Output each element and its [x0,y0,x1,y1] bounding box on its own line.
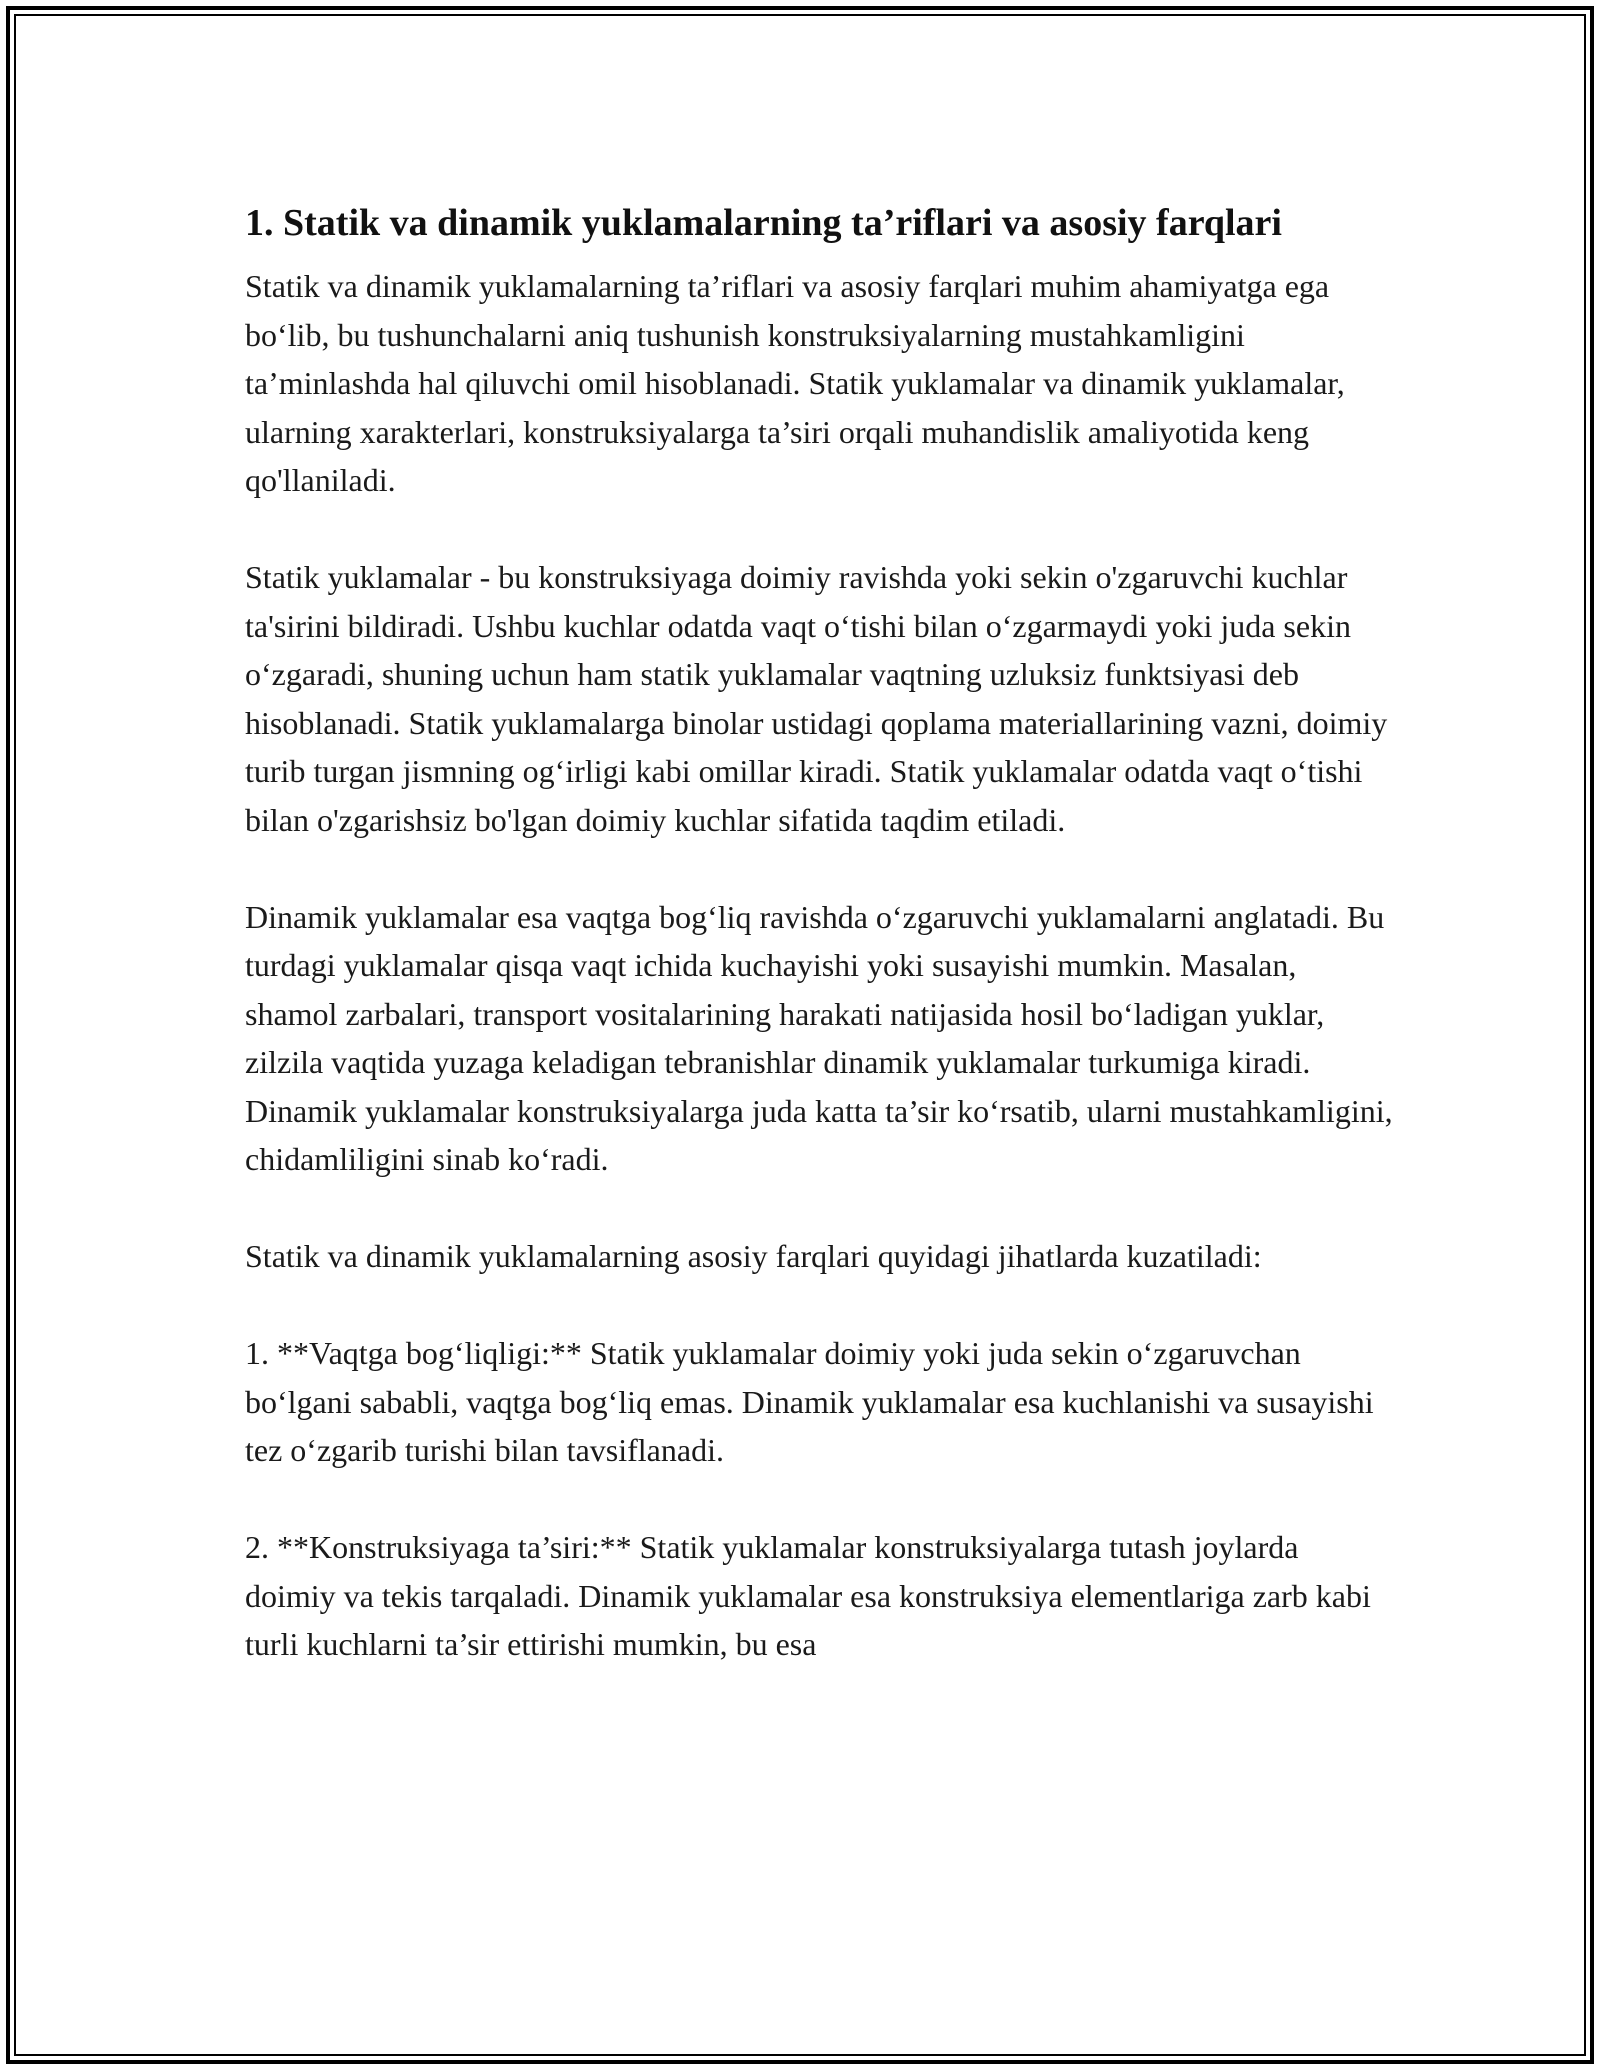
list-item-structural-effect: 2. **Konstruksiyaga ta’siri:** Statik yuklamalar konstruksiyalarga tutash joylarda doimiy va tekis tarqaladi. Dinamik yuklamalar esa konstruksiya elementlariga zarb kabi turli kuchlarni ta’sir ettirishi mumkin, bu esa [245,1529,1371,1662]
paragraph-static-loads: Statik yuklamalar - bu konstruksiyaga doimiy ravishda yoki sekin o'zgaruvchi kuchlar ta'sirini bildiradi. Ushbu kuchlar odatda vaqt o‘tishi bilan o‘zgarmaydi yoki juda sekin o‘zgaradi, shuning uchun ham statik yuklamalar vaqtning uzluksiz funktsiyasi deb hisoblanadi. Statik yuklamalarga binolar ustidagi qoplama materiallarining vazni, doimiy turib turgan jismning og‘irligi kabi omillar kiradi. Statik yuklamalar odatda vaqt o‘tishi bilan o'zgarishsiz bo'lgan doimiy kuchlar sifatida taqdim etiladi. [245,559,1388,838]
paragraph-intro: Statik va dinamik yuklamalarning ta’riflari va asosiy farqlari muhim ahamiyatga ega bo‘lib, bu tushunchalarni aniq tushunish konstruksiyalarning mustahkamligini ta’minlashda hal qiluvchi omil hisoblanadi. Statik yuklamalar va dinamik yuklamalar, ularning xarakterlari, konstruksiyalarga ta’siri orqali muhandislik amaliyotida keng qo'llaniladi. [245,268,1345,498]
document-body [245,196,1395,1717]
document-page [6,6,1594,2064]
section-heading: 1. Statik va dinamik yuklamalarning ta’riflari va asosiy farqlari [245,202,1282,244]
paragraph-differences-intro: Statik va dinamik yuklamalarning asosiy farqlari quyidagi jihatlarda kuzatiladi: [245,1238,1262,1274]
list-item-time-dependence: 1. **Vaqtga bog‘liqligi:** Statik yuklamalar doimiy yoki juda sekin o‘zgaruvchan bo‘lgani sababli, vaqtga bog‘liq emas. Dinamik yuklamalar esa kuchlanishi va susayishi tez o‘zgarib turishi bilan tavsiflanadi. [245,1335,1374,1468]
paragraph-dynamic-loads: Dinamik yuklamalar esa vaqtga bog‘liq ravishda o‘zgaruvchi yuklamalarni anglatadi. Bu turdagi yuklamalar qisqa vaqt ichida kuchayishi yoki susayishi mumkin. Masalan, shamol zarbalari, transport vositalarining harakati natijasida hosil bo‘ladigan yuklar, zilzila vaqtida yuzaga keladigan tebranishlar dinamik yuklamalar turkumiga kiradi. Dinamik yuklamalar konstruksiyalarga juda katta ta’sir ko‘rsatib, ularni mustahkamligini, chidamliligini sinab ko‘radi. [245,898,1393,1177]
